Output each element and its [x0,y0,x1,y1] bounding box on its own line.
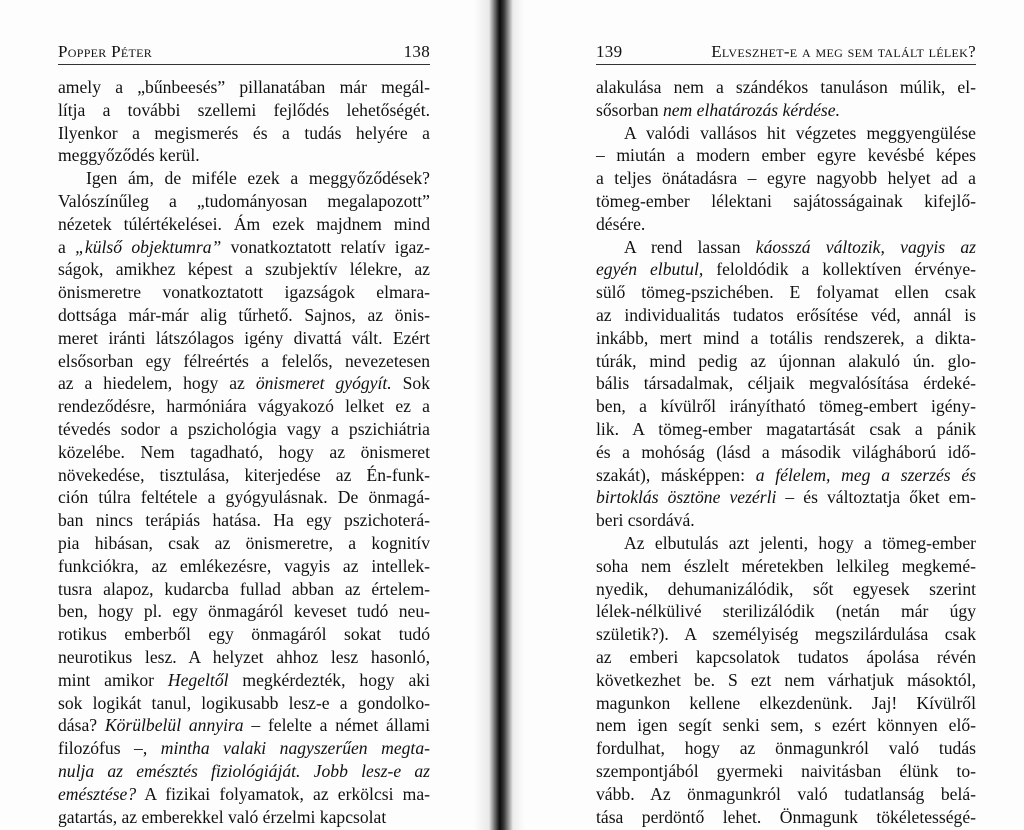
italic-text: káosszá változik, vagyis az [755,236,976,257]
text-line [58,304,430,327]
text-segment: tömeg-ember lélektani sajátosságainak kifejlő- [596,190,976,211]
text-segment: sülő tömeg-pszichében. E folyamat ellen csak [596,282,976,303]
text-segment: és a mohóság (lásd a második világháború idő- [596,441,976,462]
text-segment: szakát), másképpen: [596,464,756,485]
text-line [596,783,976,806]
text-segment: rotikus emberből egy önmagáról sokat tudó [58,624,430,645]
book-gutter [474,0,524,830]
text-segment: nem igen segít senki sem, s ezért könnyen elő- [596,715,976,736]
text-segment: A fizikai folyamatok, az erkölcsi ma- [136,783,430,804]
text-segment: Igen ám, de miféle ezek a meggyőződések? [86,168,430,189]
text-segment: közelébe. Nem tagadható, hogy az önismeret [58,441,430,462]
text-line [58,760,430,783]
text-line [596,578,976,601]
text-segment: tusra alapoz, kudarcba fullad abban az értelem- [58,578,430,599]
text-segment: dottsága már-már alig tűrhető. Sajnos, az önis- [58,304,430,325]
text-line [58,167,430,190]
text-segment: sősorban [596,99,663,120]
text-segment: amely a „bűnbeesés” pillanatában már megál- [58,77,430,97]
text-line [58,350,430,373]
text-segment: a teljes önátadásra – egyre nagyobb helyet ad a [596,168,976,189]
text-line [596,99,976,122]
text-line [596,213,976,236]
text-line [58,327,430,350]
text-segment: – és változtatja őket em- [776,487,976,508]
text-line [596,623,976,646]
text-segment: lik. A tömeg-ember magatartását csak a pánik [596,418,976,439]
text-line [58,464,430,487]
right-page-body [596,76,976,828]
text-segment: a [58,236,76,257]
text-segment: A valódi vallásos hit végzetes meggyengülése [624,122,976,143]
right-running-title: Elveszhet-e a meg sem talált lélek? [711,42,976,61]
text-line [596,190,976,213]
text-line [596,258,976,281]
text-line [596,669,976,692]
text-segment: tása perdöntő lehet. Önmagunk tökéletességé- [596,806,976,827]
text-segment: inkább, mert mind a totális rendszerek, a dikta- [596,327,976,348]
text-line [58,99,430,122]
text-segment: tévedés sodor a pszichológia vagy a pszichiátria [58,418,430,439]
text-line [596,509,976,532]
text-line [596,532,976,555]
text-line [58,395,430,418]
text-segment: elsősorban egy félreértés a felelős, nevezetesen [58,350,430,371]
text-segment: rendeződésre, harmóniára vágyakozó lelket ez a [58,396,430,417]
text-segment: alakulása nem a szándékos tanuláson múlik, el- [596,77,976,97]
text-segment: önismeretre vonatkoztatott igazságok elmara- [58,282,430,303]
left-page-number: 138 [403,42,430,61]
text-segment: soha nem észlelt méretekben lelkileg megkemé- [596,555,976,576]
text-line [58,555,430,578]
text-line [596,600,976,623]
italic-text: birtoklás ösztöne vezérli [596,487,777,508]
text-segment: gatartás, az emberekkel való érzelmi kapcsolat [58,806,387,827]
text-line [596,76,976,99]
text-segment: Ilyenkor a megismerés és a tudás helyére a [58,122,430,143]
text-line [596,646,976,669]
text-line [58,122,430,145]
text-segment: Valószínűleg a „tudományosan megalapozott” [58,190,430,211]
text-segment: vább. Az önmagunkról való tudatlanság belá- [596,783,976,804]
text-segment: désére. [596,213,646,234]
text-line [596,167,976,190]
right-page-header [596,40,976,65]
left-page [58,0,430,830]
text-segment: lítja a további szellemi fejlődés lehetőségét. [58,99,430,120]
text-line [58,441,430,464]
text-segment: az individualitás tudatos erősítése véd, annál is [596,304,976,325]
text-segment: meggyőződés kerül. [58,145,200,166]
text-line [58,578,430,601]
left-page-body [58,76,430,828]
text-segment: nyedik, dehumanizálódik, sőt egyesek szerint [596,578,976,599]
text-line [58,76,430,99]
text-segment: feloldódik a kollektíven érvénye- [703,259,976,280]
text-line [596,418,976,441]
text-line [596,281,976,304]
text-segment: neurotikus lesz. A helyzet ahhoz lesz hasonló, [58,646,430,667]
text-line [596,806,976,829]
text-line [596,304,976,327]
text-line [596,327,976,350]
text-line [58,281,430,304]
text-segment: lélek-nélkülivé sterilizálódik (netán már úgy [596,601,976,622]
text-segment: ción túlra feltétele a gyógyulásnak. De önmagá- [58,487,430,508]
text-line [596,555,976,578]
text-segment: következhet be. S ezt nem várhatjuk másoktól, [596,669,976,690]
text-segment: növekedése, tisztulása, kiterjedése az Én-funk- [58,464,430,485]
text-line [58,372,430,395]
text-line [596,350,976,373]
text-line [58,646,430,669]
text-line [58,783,430,806]
text-line [58,236,430,259]
text-line [58,623,430,646]
text-segment: az a hiedelem, hogy az [58,373,256,394]
text-line [58,144,430,167]
text-line [58,692,430,715]
text-segment: megkérdezték, hogy aki [228,669,430,690]
text-line [58,669,430,692]
italic-text: a félelem, meg a szerzés és [755,464,976,485]
text-segment: ságok, amikhez képest a szubjektív lélekre, az [58,259,430,280]
italic-text: nem elhatározás kérdése. [662,99,840,120]
italic-text: Körülbelül annyira [104,715,244,736]
text-segment: születik?). A személyiség megszilárdulása csak [596,624,976,645]
text-segment: funkciókra, az emlékezésre, vagyis az intellek- [58,555,430,576]
text-line [58,714,430,737]
text-segment: fordulhat, hogy az önmagunkról való tudás [596,738,976,759]
right-page [596,0,976,830]
text-segment: – miután a modern ember egyre kevésbé képes [596,145,976,166]
italic-text: mintha valaki nagyszerűen megta- [160,738,430,759]
text-segment: ben, hogy pl. egy önmagáról keveset tudó neu- [58,601,430,622]
text-line [596,144,976,167]
right-page-number: 139 [596,42,623,61]
text-line [596,395,976,418]
text-line [596,464,976,487]
text-segment: vonatkoztatott relatív igaz- [221,236,430,257]
text-segment: meret iránti látszólagos igény divattá vált. Ezért [58,327,430,348]
text-line [58,737,430,760]
text-line [58,509,430,532]
text-line [596,714,976,737]
italic-text: Hegeltől [167,669,229,690]
text-line [596,692,976,715]
text-segment: ban nincs terápiás hatása. Ha egy pszichoterá- [58,510,430,531]
text-segment: sok logikát tanul, logikusabb lesz-e a gondolko- [58,692,430,713]
text-line [596,236,976,259]
text-segment: magunkon kellene elkezdenünk. Jaj! Kívülről [596,692,976,713]
left-page-header [58,40,430,65]
italic-text: önismeret gyógyít. [255,373,392,394]
text-segment: nézetek túlértékelései. Ám ezek majdnem mind [58,213,430,234]
text-line [596,441,976,464]
text-segment: filozófus –, [58,738,161,759]
italic-text: nulja az emésztés fiziológiáját. Jobb lesz-e az [58,760,430,781]
italic-text: „külső objektumra” [75,236,222,257]
text-segment: az emberi kapcsolatok tudatos ápolása révén [596,646,976,667]
text-line [58,486,430,509]
italic-text: egyén elbutul, [596,259,704,280]
text-line [596,486,976,509]
text-segment: szempontjából gyermeki naivitásban élünk to- [596,760,976,781]
text-line [58,418,430,441]
italic-text: emésztése? [58,783,137,804]
text-segment: Sok [391,373,430,394]
text-segment: ben, a kívülről irányítható tömeg-embert igény- [596,396,976,417]
text-line [58,258,430,281]
text-segment: bális társadalmak, céljaik megvalósítása érdeké- [596,373,976,394]
text-line [58,213,430,236]
text-line [596,122,976,145]
text-segment: pia hibásan, csak az önismeretre, a kognitív [58,532,430,553]
text-line [596,372,976,395]
text-segment: – felelte a német állami [243,715,430,736]
text-segment: túrák, mind pedig az újonnan alakuló ún. glo- [596,350,976,371]
text-segment: mint amikor [58,669,168,690]
text-line [596,737,976,760]
text-line [596,760,976,783]
text-segment: dása? [58,715,105,736]
text-segment: A rend lassan [624,236,756,257]
left-running-title: Popper Péter [58,42,153,61]
text-line [58,600,430,623]
text-line [58,806,430,829]
text-segment: Az elbutulás azt jelenti, hogy a tömeg-ember [624,532,976,553]
text-segment: beri csordává. [596,510,695,531]
text-line [58,532,430,555]
text-line [58,190,430,213]
